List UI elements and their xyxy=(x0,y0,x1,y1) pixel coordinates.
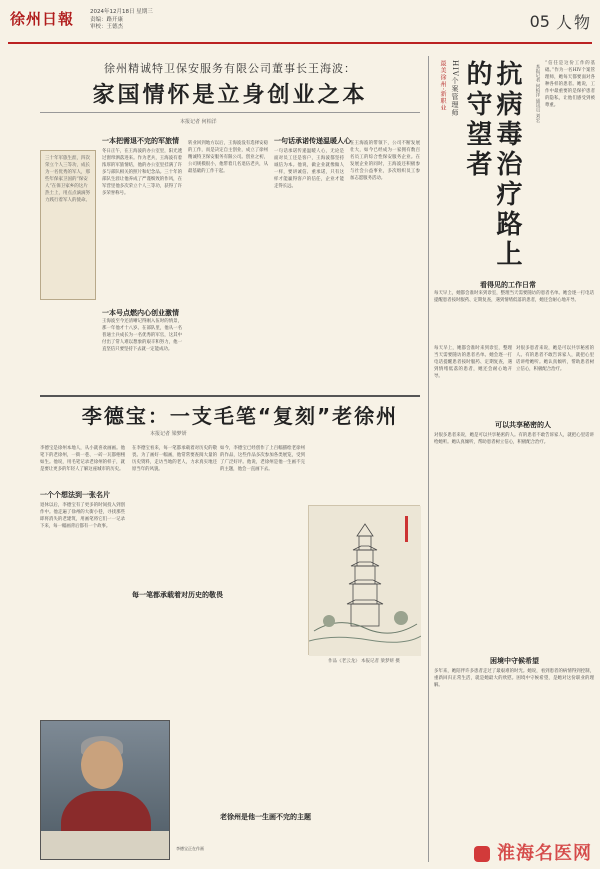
story1-column-3: 转业回到地方以后，王海波没有选择安稳的工作，而是决定自主创业，成立了徐州精诚特卫保安服务有限公司。创业之初，公司规模很小，他带着几名退伍老兵，从最基础的工作干起。 xyxy=(188,141,268,174)
story3-subhead-2: 可以共享秘密的人 xyxy=(495,420,551,429)
story1-column-2: 王海波至今还清晰记得刚入伍时的情景，那一年他才十八岁。在部队里，他从一名普通士兵成长为一名优秀的军官，这其中付出了常人难以想象的艰辛和努力，他一直坚信只要坚持下去就一定能成功。 xyxy=(102,319,182,352)
right-column-rule xyxy=(428,56,429,862)
story2-headline: 李德宝：一支毛笔“复刻”老徐州 xyxy=(81,404,399,428)
story2-column-2: 退休以后，李德宝有了更多的时间投入到创作中。他走遍了徐州的大街小巷，寻找那些即将消失的老建筑，用画笔将它们一一记录下来，每一幅画背后都有一个故事。 xyxy=(40,503,125,529)
story1-column-1: 冬日正午，在王海波的办公室里，阳光透过窗帘洒落进来。作为老兵，王海波有着浓厚的军旅情结，他的办公室里挂满了许多与部队相关的照片和纪念品。三十年的部队生涯让他养成了严谨细致的作风，在军营里他多次荣立个人三等功，获得了许多荣誉称号。 xyxy=(102,149,182,196)
issue-date: 2024年12月18日 星期三 xyxy=(90,9,153,15)
story3-column-3a: 对很多患者来说，她是可以共享秘密的人。有的患者不敢告诉家人，就把心里话讲给她听。她认真倾听，帮助患者树立信心，积极配合治疗。 xyxy=(516,346,594,372)
story1-pull-quote: 三十年军旅生涯，四次荣立个人三等功，成长为一名优秀的军人，那些年保家卫国的“保安人”在保卫家乡的这片热土上，用点点滴滴努力践行着军人的使命。 xyxy=(40,150,96,300)
photo-head xyxy=(81,741,123,789)
story1-divider xyxy=(40,112,420,113)
story1-column-4: 一句话承诺传递温暖人心，无论是面对员工还是客户，王海波都坚持诚信为本。他说，做企业就像做人一样，要讲诚信、重承诺，只有这样才能赢得客户的信任，企业才能走得长远。 xyxy=(274,149,344,189)
painting-caption: 作品《老云龙》 本报记者 梁梦妍 摄 xyxy=(328,659,400,664)
artist-photo xyxy=(40,720,170,860)
issue-meta xyxy=(90,9,153,32)
story3-column-1: “信任是这份工作的基础。”作为一名HIV个案管理师，她每天都要面对各种各样的患者。她说，工作中最重要的是保护患者的隐私，让他们感受到被尊重。 xyxy=(545,61,595,108)
proofreader: 审校：王德杰 xyxy=(90,24,124,30)
story1-subhead-3: 一句话承诺传递温暖人心 xyxy=(274,136,351,145)
story3-subhead-3: 困境中守候希望 xyxy=(490,656,539,665)
photo-desk xyxy=(41,831,170,860)
story2-subhead-2: 每一笔都承载着对历史的敬畏 xyxy=(132,590,223,599)
pagoda-painting xyxy=(308,505,420,655)
section-name: 人物 xyxy=(555,12,592,32)
story3-kicker: 最美徐州·新职业 xyxy=(439,60,446,112)
newspaper-logo: 徐州日報 xyxy=(10,10,75,28)
story3-column-2b: 每天早上，她都会准时来到诊室，整理当天需要随访的患者名单。她会逐一打电话提醒患者按时服药、定期复查，遇到情绪低落的患者，她还会耐心地开导。 xyxy=(434,346,512,379)
story1-kicker: 徐州精诚特卫保安服务有限公司董事长王海波： xyxy=(104,62,356,75)
story2-column-4: 如今，李德宝已经创作了上百幅描绘老徐州的作品，这些作品多次参加各类展览，受到了广泛好评。他说，老徐州是他一生画不完的主题，他会一直画下去。 xyxy=(220,446,305,472)
editor: 责编：路开康 xyxy=(90,16,124,23)
story2-column-1: 李德宝是徐州本地人，从小就喜欢画画。他笔下的老徐州，一街一巷、一砖一瓦都栩栩如生。他说，用毛笔记录老徐州的样子，就是要让更多的年轻人了解这座城市的历史。 xyxy=(40,446,125,472)
story1-byline: 本报记者 何柏洋 xyxy=(180,119,217,125)
story2-column-3: 在李德宝看来，每一笔都承载着对历史的敬畏。为了画好一幅画，他常常要查阅大量的历史资料，走访当地的老人，力求真实地还原当年的风貌。 xyxy=(132,446,217,472)
story3-headline: 抗病毒治疗路上的守望者 xyxy=(462,60,522,270)
masthead xyxy=(8,6,592,44)
story2-subhead-1: 一个个想法到一张名片 xyxy=(40,490,110,499)
photo-caption: 李德宝正在作画 xyxy=(176,846,204,851)
story1-subhead-1: 一本把需退不完的军旅情 xyxy=(102,136,179,145)
story3-subhead-1: 看得见的工作日常 xyxy=(480,280,536,289)
story2-byline: 本报记者 梁梦妍 xyxy=(150,431,187,437)
story3-byline: 本报记者 何柏洋 通讯员 刘宏 xyxy=(535,64,540,123)
story3-column-3b: 对很多患者来说，她是可以共享秘密的人。有的患者不敢告诉家人，就把心里话讲给她听。她认真倾听，帮助患者树立信心，积极配合治疗。 xyxy=(434,433,594,445)
section-number: 05 xyxy=(529,11,550,31)
story1-headline: 家国情怀是立身创业之本 xyxy=(92,83,368,108)
watermark: 淮海名医网 xyxy=(497,843,592,864)
story1-subhead-2: 一本号点燃内心创业激情 xyxy=(102,308,179,317)
story3-subtitle: HIV个案管理师 xyxy=(451,60,459,117)
story1-column-5: 在王海波的带领下，公司不断发展壮大，如今已经成为一家拥有数百名员工的综合性保安服务企业。在发展企业的同时，王海波还积极参与社会公益事业，多次组织员工参加志愿服务活动。 xyxy=(350,141,420,181)
watermark-logo-icon xyxy=(474,846,490,862)
story3-column-2a: 每天早上，她都会准时来到诊室，整理当天需要随访的患者名单。她会逐一打电话提醒患者按时服药、定期复查，遇到情绪低落的患者，她还会耐心地开导。 xyxy=(434,291,594,303)
section-label xyxy=(530,8,592,34)
pagoda-illustration xyxy=(309,506,421,656)
story2-top-rule xyxy=(40,395,420,397)
story3-column-4: 多年来，她陪伴许多患者走过了最艰难的时光。她说，看到患者的病情得到控制，重新回归正常生活，就是她最大的欣慰。困境中守候希望，是她对这份职业的理解。 xyxy=(434,669,594,688)
story2-subhead-3: 老徐州是他一生画不完的主题 xyxy=(220,812,311,821)
